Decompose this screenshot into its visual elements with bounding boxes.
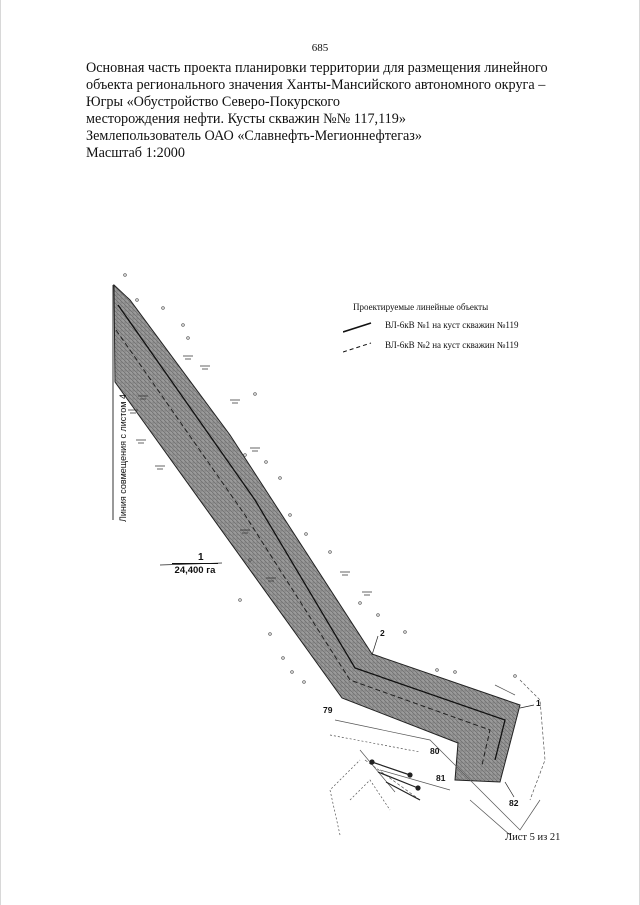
point-label: 82 — [509, 798, 519, 808]
legend-label: ВЛ-6кВ №1 на куст скважин №119 — [385, 320, 519, 330]
solid-line-icon — [343, 320, 383, 334]
point-label: 1 — [536, 698, 541, 708]
header-line: Основная часть проекта планировки территории для размещения линейного — [86, 60, 548, 76]
point-label: 81 — [436, 773, 446, 783]
header-line: объекта регионального значения Ханты-Мансийского автономного округа – — [86, 77, 546, 93]
match-line-label: Линия совмещения с листом 4 — [118, 394, 128, 522]
header-line: месторождения нефти. Кусты скважин №№ 117,119» — [86, 111, 406, 127]
cross-ties — [370, 760, 420, 800]
point-label: 79 — [323, 705, 333, 715]
sheet-label: Лист 5 из 21 — [505, 832, 561, 843]
parcel-area: 24,400 га — [172, 563, 218, 576]
legend-label: ВЛ-6кВ №2 на куст скважин №119 — [385, 340, 519, 350]
legend-item-line-1 — [343, 320, 563, 334]
corridor-fill — [114, 285, 520, 782]
header-line: Югры «Обустройство Северо-Покурского — [86, 94, 340, 110]
header-line: Масштаб 1:2000 — [86, 145, 185, 161]
parcel-number: 1 — [198, 552, 204, 563]
header-line: Землепользователь ОАО «Славнефть-Мегионнефтегаз» — [86, 128, 423, 144]
legend-item-line-2 — [343, 340, 563, 354]
legend-title: Проектируемые линейные объекты — [353, 302, 489, 312]
page-number: 685 — [311, 42, 329, 54]
dashed-line-icon — [343, 340, 383, 354]
point-label: 80 — [430, 746, 440, 756]
point-label: 2 — [380, 628, 385, 638]
